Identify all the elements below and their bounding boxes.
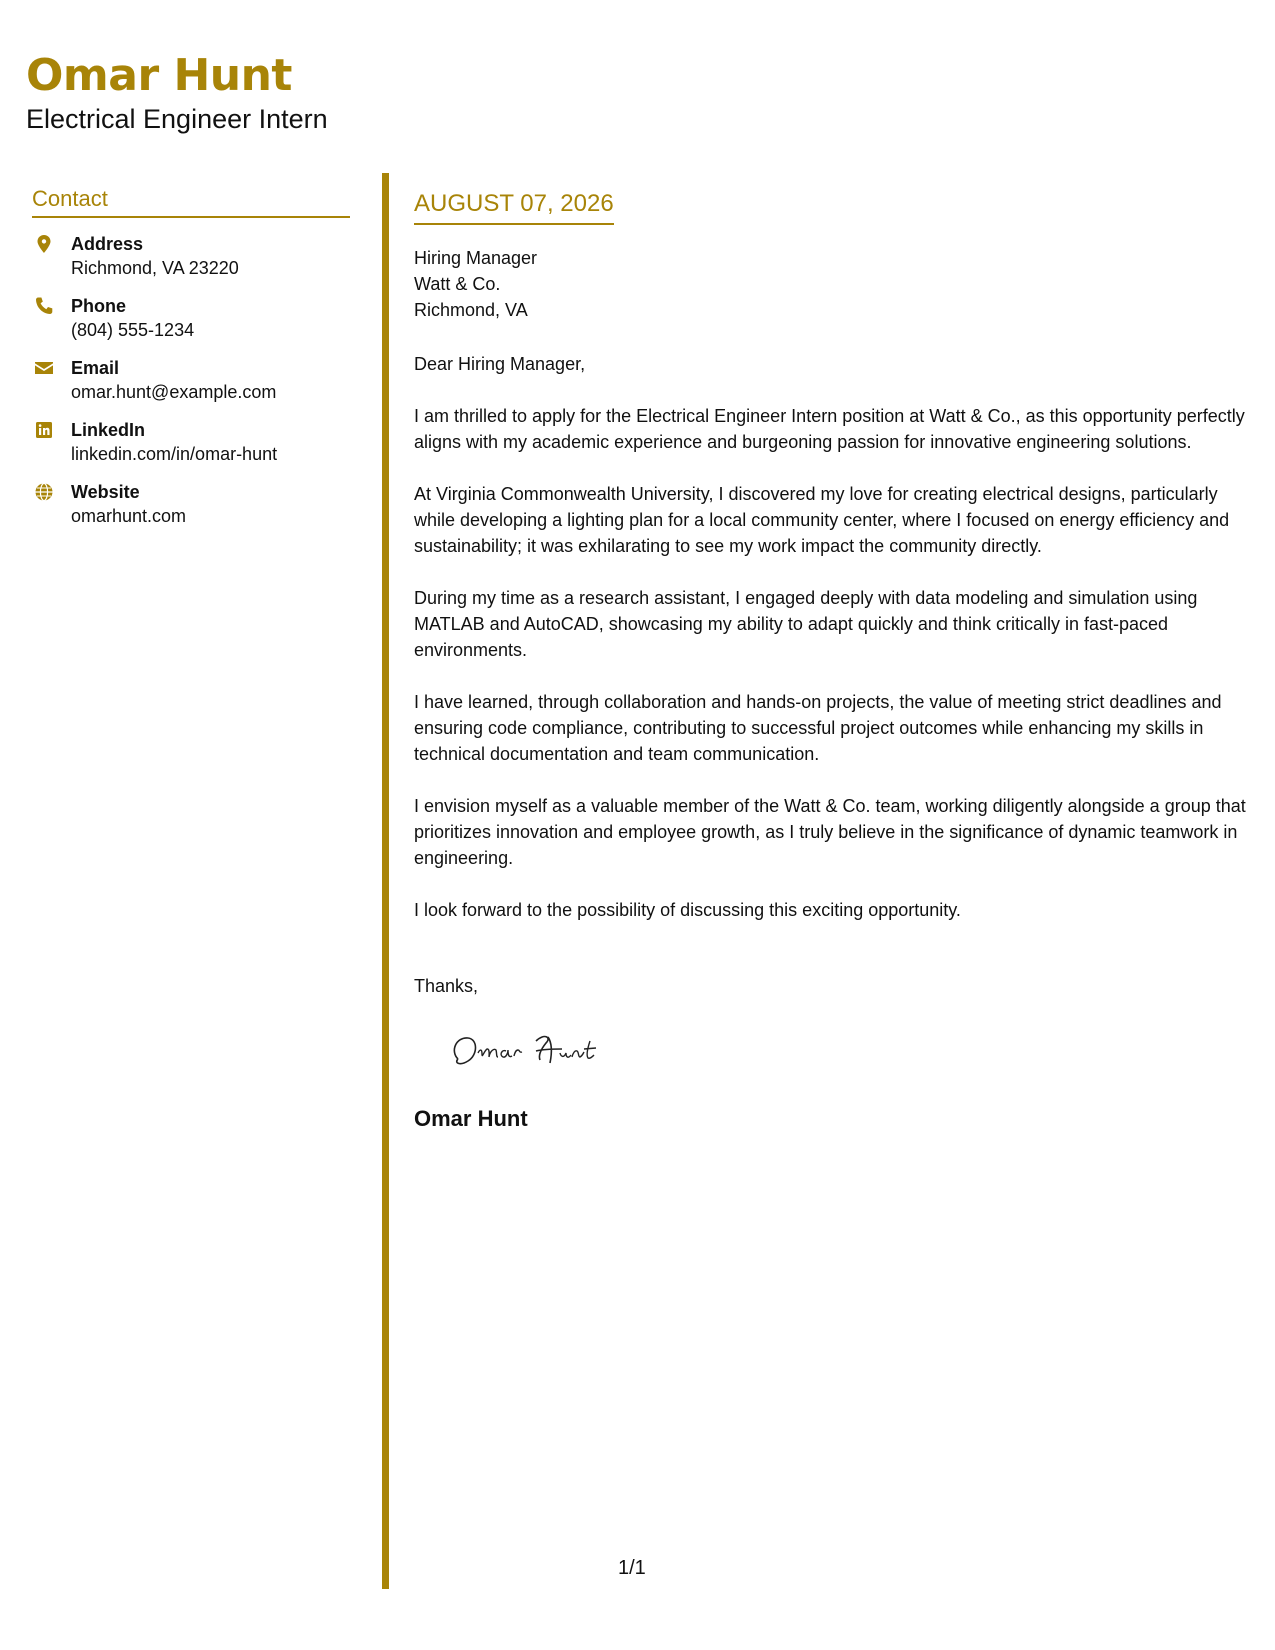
- contact-item-phone: [32, 294, 350, 342]
- contact-label-address: Address: [71, 234, 144, 254]
- contact-label-linkedin: LinkedIn: [71, 420, 146, 440]
- contact-item-linkedin: [32, 418, 350, 466]
- salutation: Dear Hiring Manager,: [414, 354, 586, 374]
- signer-name: Omar Hunt: [414, 1106, 528, 1131]
- recipient-block: [414, 245, 1250, 323]
- map-pin-icon: [34, 234, 54, 254]
- contact-label-phone: Phone: [71, 296, 127, 316]
- phone-icon: [34, 296, 54, 316]
- contact-item-address: [32, 232, 350, 280]
- contact-label-email: Email: [71, 358, 120, 378]
- letter-body: [414, 190, 1250, 1132]
- linkedin-icon: [34, 420, 54, 440]
- contact-heading: Contact: [32, 186, 350, 218]
- handwritten-signature: [444, 1029, 644, 1079]
- contact-item-website: [32, 480, 350, 528]
- letter-date: AUGUST 07, 2026: [414, 190, 614, 225]
- contact-label-website: Website: [71, 482, 140, 502]
- letter-paragraph: I envision myself as a valuable member of the Watt & Co. team, working diligently alongside a group that prioritizes innovation and employee growth, as I truly believe in the significance of dynamic teamwork in engineering.: [414, 796, 1246, 868]
- letter-paragraph: At Virginia Commonwealth University, I discovered my love for creating electrical designs, particularly while developing a lighting plan for a local community center, where I focused on energy efficiency and sustainability; it was exhilarating to see my work impact the community directly.: [414, 484, 1230, 556]
- recipient-line: Hiring Manager: [414, 248, 538, 268]
- contact-value-phone: (804) 555-1234: [71, 320, 195, 340]
- contact-value-address: Richmond, VA 23220: [71, 258, 239, 278]
- recipient-line: Richmond, VA: [414, 300, 528, 320]
- page-number: 1/1: [618, 1557, 646, 1579]
- candidate-name: Omar Hunt: [26, 50, 292, 101]
- letter-paragraph: During my time as a research assistant, I engaged deeply with data modeling and simulation using MATLAB and AutoCAD, showcasing my ability to adapt quickly and think critically in fast-paced environments.: [414, 588, 1198, 660]
- contact-sidebar: [32, 186, 350, 528]
- letter-paragraph: I am thrilled to apply for the Electrical Engineer Intern position at Watt & Co., as this opportunity perfectly aligns with my academic experience and burgeoning passion for innovative engineering solutions.: [414, 406, 1245, 452]
- envelope-icon: [34, 358, 54, 378]
- vertical-divider: [382, 173, 389, 1589]
- candidate-role: Electrical Engineer Intern: [26, 104, 328, 134]
- recipient-line: Watt & Co.: [414, 274, 501, 294]
- contact-value-website[interactable]: omarhunt.com: [71, 506, 187, 526]
- closing: Thanks,: [414, 976, 479, 996]
- globe-icon: [34, 482, 54, 502]
- letter-paragraph: I have learned, through collaboration and hands-on projects, the value of meeting strict deadlines and ensuring code compliance, contributing to successful project outcomes while enhancing my skills in technical documentation and team communication.: [414, 692, 1222, 764]
- contact-value-linkedin[interactable]: linkedin.com/in/omar-hunt: [71, 444, 278, 464]
- letter-paragraph: I look forward to the possibility of discussing this exciting opportunity.: [414, 900, 961, 920]
- contact-item-email: [32, 356, 350, 404]
- header: [26, 50, 328, 136]
- contact-value-email[interactable]: omar.hunt@example.com: [71, 382, 277, 402]
